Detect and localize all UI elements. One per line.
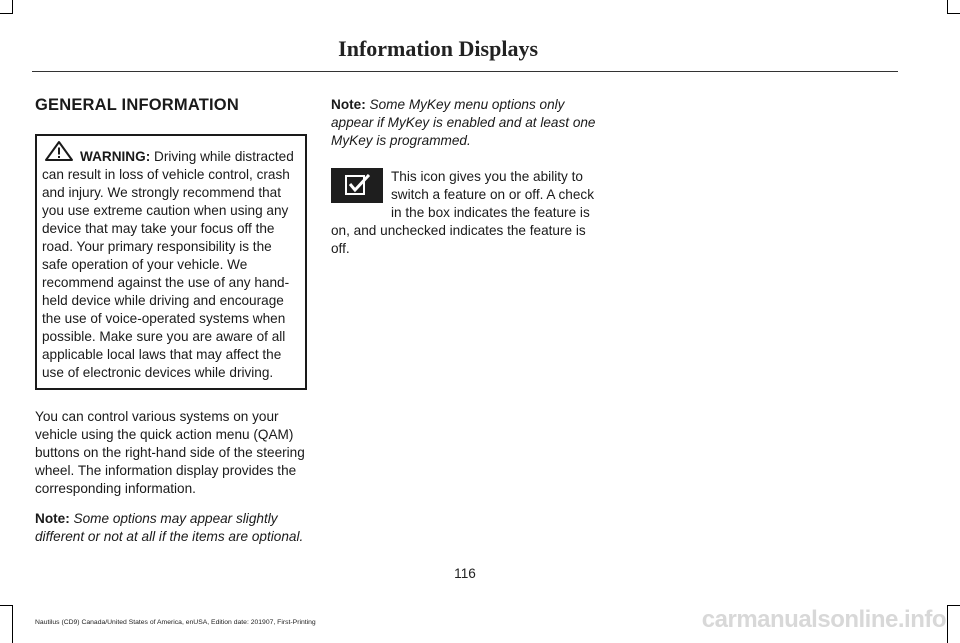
warning-body: Driving while distracted can result in loss of vehicle control, crash and injury. We strongly recommend that you use extreme caution when using any device that may take your focus off the road. Your primary responsibility is the safe operation of your vehicle. We recommend against the use of any hand-held device while driving and encourage the use of voice-operated systems when possible. Make sure you are aware of all applicable local laws that may affect the use of electronic devices while driving.	[42, 149, 294, 380]
warning-box	[35, 134, 307, 390]
warning-label: WARNING:	[80, 149, 151, 164]
icon-explanation	[331, 168, 602, 258]
section-heading: GENERAL INFORMATION	[35, 96, 239, 114]
crop-mark	[0, 605, 13, 606]
mykey-note	[331, 96, 602, 150]
note-text: Some MyKey menu options only appear if MyKey is enabled and at least one MyKey is programmed.	[331, 97, 596, 148]
crop-mark	[12, 605, 13, 643]
crop-mark	[12, 0, 13, 14]
header-divider	[32, 71, 898, 72]
checkmark-icon	[342, 174, 372, 198]
crop-mark	[0, 13, 13, 14]
left-column	[35, 96, 305, 546]
note-paragraph	[35, 510, 305, 546]
icon-description: This icon gives you the ability to switch a feature on or off. A check in the box indicates the feature is on, and unchecked indicates the feature is off.	[331, 169, 595, 256]
page-number: 116	[454, 566, 476, 581]
crop-mark	[947, 0, 948, 14]
edition-footer: Nautilus (CD9) Canada/United States of America, enUSA, Edition date: 201907, First-Printing	[35, 619, 316, 626]
watermark: carmanualsonline.info	[701, 606, 946, 633]
checkbox-icon	[331, 168, 383, 203]
body-paragraph: You can control various systems on your vehicle using the quick action menu (QAM) buttons on the right-hand side of the steering wheel. The information display provides the corresponding information.	[35, 409, 305, 496]
note-text: Some options may appear slightly different or not at all if the items are optional.	[35, 511, 304, 544]
note-label: Note:	[331, 97, 366, 112]
page-title: Information Displays	[338, 36, 538, 61]
crop-mark	[947, 605, 948, 643]
crop-mark	[947, 13, 960, 14]
crop-mark	[947, 605, 960, 606]
warning-triangle-icon	[44, 140, 74, 162]
note-label: Note:	[35, 511, 70, 526]
right-column	[331, 96, 602, 258]
warning-text	[42, 148, 301, 382]
